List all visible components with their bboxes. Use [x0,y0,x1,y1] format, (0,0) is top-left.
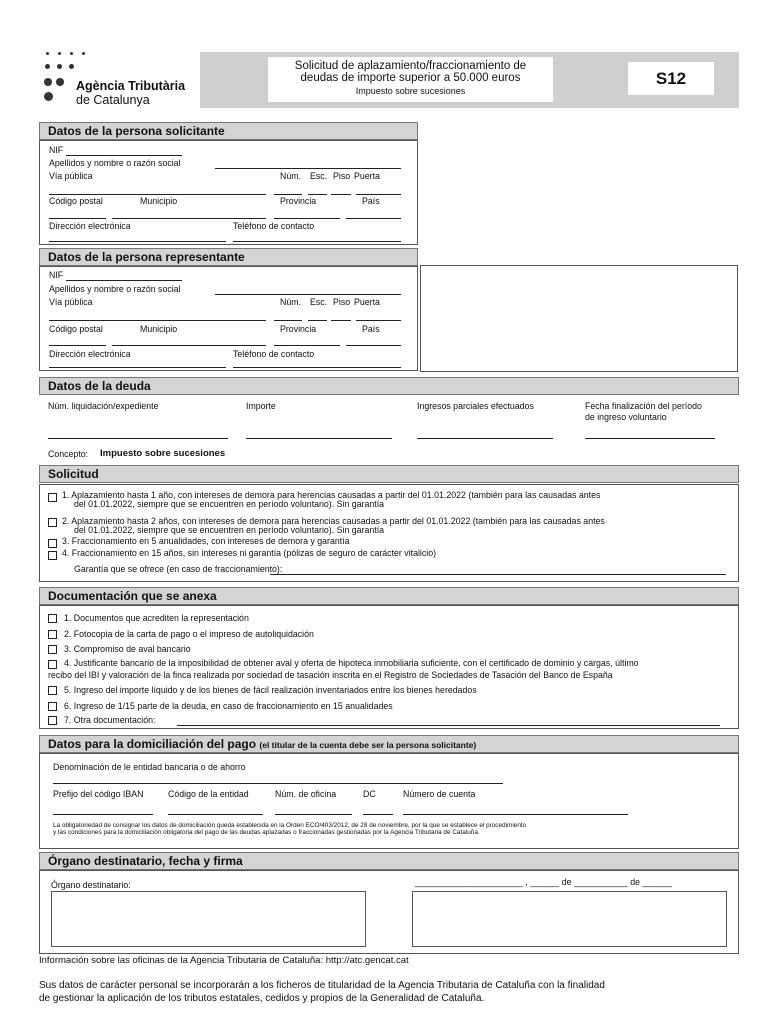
rep-puerta-label: Puerta [354,297,380,307]
rep-provincia-label: Provincia [280,324,317,334]
piso-label: Piso [333,171,351,181]
fecha-label-line1: Fecha finalización del período [585,401,702,411]
num-field[interactable] [274,194,302,195]
rep-num-field[interactable] [274,320,302,321]
section-solicitante-title: Datos de la persona solicitante [39,122,418,140]
form-title-line1: Solicitud de aplazamiento/fraccionamiento de [294,60,527,72]
rep-email-label: Dirección electrónica [49,349,131,359]
section-organo [39,870,739,954]
doc-3-checkbox[interactable] [48,645,57,654]
provincia-label: Provincia [280,196,317,206]
dc-label: DC [363,789,376,799]
domiciliacion-subtitle: (el titular de la cuenta debe ser la persona solicitante) [259,740,477,750]
agency-name-line2: de Catalunya [76,93,150,107]
destinatario-label: Órgano destinatario: [51,880,131,890]
iban-field[interactable] [53,814,153,815]
importe-label: Importe [246,401,276,411]
section-solicitud-title: Solicitud [39,465,739,483]
footer-info: Información sobre las oficinas de la Agencia Tributaria de Cataluña: http://atc.gencat.cat [39,955,409,966]
fecha-label-line2: de ingreso voluntario [585,412,667,422]
rep-puerta-field[interactable] [356,320,401,321]
doc-7-label: 7. Otra documentación: [64,715,156,725]
rep-piso-field[interactable] [331,320,351,321]
pais-field[interactable] [346,218,401,219]
piso-field[interactable] [331,194,351,195]
legal-note-line1: La obligatoriedad de consignar los datos de domiciliación queda establecida en la Orden ECO/403/2012, de 28 de noviembre, por la que se establece el procedimiento [53,822,527,829]
legal-note-line2: y las condiciones para la domiciliación obligatoria del pago de las deudas aplazadas o fraccionadas gestionadas por la Agencia Tributaria de Cataluña. [53,829,480,836]
rep-cp-label: Código postal [49,324,103,334]
footer-privacy-line2: de gestionar la aplicación de los tributos estatales, cedidos y propios de la Generalidad de Cataluña. [39,993,485,1004]
option-2-line2: del 01.01.2022, siempre que se encuentren en período voluntario). Sin garantía [74,525,385,535]
doc-4-line1: 4. Justificante bancario de la imposibilidad de obtener aval y oferta de hipoteca inmobiliaria suficiente, con el certificado de dominio y cargas, último [64,658,639,668]
fecha-lugar-field[interactable]: ______________________ , ______ de ___________ de ______ [415,877,672,887]
rep-pais-label: País [362,324,380,334]
section-representante-title: Datos de la persona representante [39,248,418,266]
section-domiciliacion-title [39,735,739,753]
num-label: Núm. [280,171,302,181]
entidad-field[interactable] [53,783,503,784]
doc-5-label: 5. Ingreso del importe líquido y de los bienes de fácil realización inventariados entre los bienes heredados [64,685,477,695]
rep-telefono-field[interactable] [233,367,401,368]
doc-1-checkbox[interactable] [48,614,57,623]
esc-field[interactable] [308,194,327,195]
municipio-label: Municipio [140,196,178,206]
option-1-line2: del 01.01.2022, siempre que se encuentren en período voluntario). Sin garantía [74,499,385,509]
cp-field[interactable] [49,218,106,219]
section-solicitud [39,484,739,582]
rep-via-label: Vía pública [49,297,93,307]
doc-5-checkbox[interactable] [48,686,57,695]
cuenta-field[interactable] [403,814,628,815]
iban-label: Prefijo del código IBAN [53,789,144,799]
ingresos-label: Ingresos parciales efectuados [417,401,534,411]
rep-email-field[interactable] [49,367,226,368]
rep-municipio-field[interactable] [112,345,266,346]
apellidos-label: Apellidos y nombre o razón social [49,158,181,168]
puerta-field[interactable] [356,194,401,195]
rep-apellidos-field[interactable] [215,294,401,295]
email-field[interactable] [49,241,226,242]
importe-field[interactable] [246,438,392,439]
rep-nif-field[interactable] [66,280,182,281]
section-organo-title: Órgano destinatario, fecha y firma [39,852,739,870]
option-3-label: 3. Fraccionamiento en 5 anualidades, con intereses de demora y garantía [62,536,350,546]
form-title-line2: deudas de importe superior a 50.000 euros [300,72,521,84]
section-representante [39,266,418,371]
municipio-field[interactable] [112,218,266,219]
form-code: S12 [628,62,714,95]
section-solicitante [39,140,418,245]
apellidos-field[interactable] [215,168,401,169]
cod-entidad-label: Código de la entidad [168,789,249,799]
entidad-label: Denominación de le entidad bancaria o de ahorro [53,762,246,772]
doc-3-label: 3. Compromiso de aval bancario [64,644,191,654]
provincia-field[interactable] [274,218,340,219]
doc-6-checkbox[interactable] [48,702,57,711]
ingresos-field[interactable] [417,438,553,439]
registry-stamp-box [420,265,738,372]
liquidacion-field[interactable] [48,438,228,439]
concepto-value: Impuesto sobre sucesiones [100,448,226,459]
doc-2-checkbox[interactable] [48,630,57,639]
rep-municipio-label: Municipio [140,324,178,334]
doc-7-field[interactable] [177,725,720,726]
doc-4-checkbox[interactable] [48,660,57,669]
liquidacion-label: Núm. liquidación/expediente [48,401,159,411]
rep-cp-field[interactable] [49,345,106,346]
cp-label: Código postal [49,196,103,206]
form-title [268,57,553,102]
puerta-label: Puerta [354,171,380,181]
email-label: Dirección electrónica [49,221,131,231]
section-documentacion [39,605,739,729]
doc-6-label: 6. Ingreso de 1/15 parte de la deuda, en caso de fraccionamiento en 15 anualidades [64,701,393,711]
nif-label: NIF [49,145,64,155]
rep-piso-label: Piso [333,297,351,307]
dc-field[interactable] [363,814,393,815]
option-1-checkbox[interactable] [48,493,57,502]
option-4-label: 4. Fraccionamiento en 15 años, sin intereses ni garantía (pólizas de seguro de carácter vitalicio) [62,548,437,558]
domiciliacion-title: Datos para la domiciliación del pago [48,737,257,751]
pais-label: País [362,196,380,206]
telefono-field[interactable] [233,241,401,242]
rep-esc-field[interactable] [308,320,327,321]
cuenta-label: Número de cuenta [403,789,476,799]
section-deuda-title: Datos de la deuda [39,377,739,395]
signature-box[interactable] [412,891,727,947]
telefono-label: Teléfono de contacto [233,221,315,231]
oficina-label: Núm. de oficina [275,789,337,799]
footer-privacy-line1: Sus datos de carácter personal se incorporarán a los ficheros de titularidad de la Agencia Tributaria de Cataluña con la finalidad [39,980,605,991]
section-documentacion-title: Documentación que se anexa [39,587,739,605]
doc-2-label: 2. Fotocopia de la carta de pago o el impreso de autoliquidación [64,629,314,639]
rep-num-label: Núm. [280,297,302,307]
section-domiciliacion [39,753,739,849]
rep-apellidos-label: Apellidos y nombre o razón social [49,284,181,294]
garantia-field[interactable] [270,574,726,575]
doc-4-line2: recibo del IBI y valoración de la finca realizada por sociedad de tasación inscrita en el Registro de Sociedades de Tasación del Banco de España [48,670,613,680]
doc-1-label: 1. Documentos que acrediten la representación [64,613,249,623]
form-title-line3: Impuesto sobre sucesiones [355,86,466,96]
esc-label: Esc. [310,171,328,181]
concepto-label: Concepto: [48,449,89,459]
garantia-label: Garantía que se ofrece (en caso de fraccionamiento): [74,564,283,574]
option-1-line1: 1. Aplazamiento hasta 1 año, con intereses de demora para herencias causadas a partir del 01.01.2022 (también para las causadas antes [62,490,601,500]
rep-esc-label: Esc. [310,297,328,307]
via-label: Vía pública [49,171,93,181]
option-2-checkbox[interactable] [48,518,57,527]
option-4-checkbox[interactable] [48,551,57,560]
via-field[interactable] [49,194,266,195]
rep-provincia-field[interactable] [274,345,340,346]
agency-name [76,79,185,107]
fecha-field[interactable] [585,438,715,439]
rep-pais-field[interactable] [346,345,401,346]
option-2-line1: 2. Aplazamiento hasta 2 años, con intereses de demora para herencias causadas a partir del 01.01.2022 (también para las causadas antes [62,516,605,526]
rep-nif-label: NIF [49,270,64,280]
doc-7-checkbox[interactable] [48,716,57,725]
rep-via-field[interactable] [49,320,266,321]
cod-entidad-field[interactable] [168,814,263,815]
oficina-field[interactable] [275,814,352,815]
agency-name-line1: Agència Tributària [76,79,186,93]
nif-field[interactable] [66,155,182,156]
rep-telefono-label: Teléfono de contacto [233,349,315,359]
destinatario-box[interactable] [51,891,366,947]
option-3-checkbox[interactable] [48,539,57,548]
